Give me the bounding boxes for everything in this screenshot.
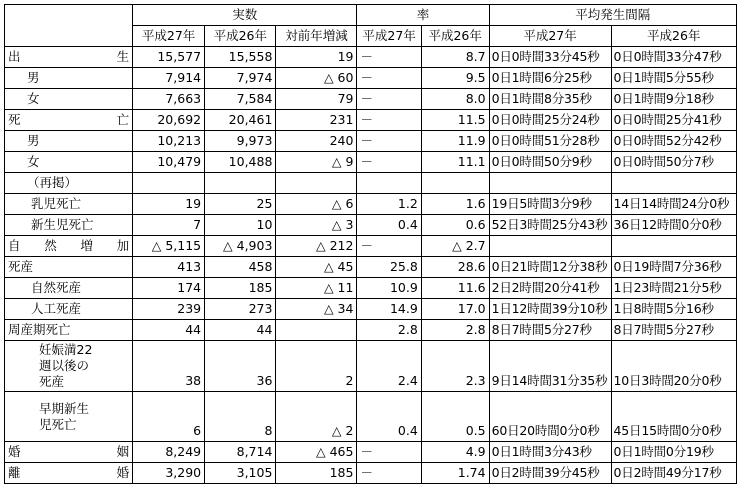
cell-change: △ 212 bbox=[276, 236, 357, 257]
cell-jissu-h27: △ 5,115 bbox=[133, 236, 205, 257]
label-char: 加 bbox=[116, 238, 130, 253]
cell-jissu-h26: 185 bbox=[205, 278, 276, 299]
cell-interval-h27: 9日14時間31分35秒 bbox=[489, 341, 611, 392]
row-label-otoko-1 bbox=[5, 68, 133, 89]
cell-jissu-h27 bbox=[133, 173, 205, 194]
cell-jissu-h27: 7,663 bbox=[133, 89, 205, 110]
cell-ritsu-h26: 1.74 bbox=[421, 463, 489, 484]
row-label-spread bbox=[8, 463, 129, 483]
cell-interval-h27: 0日0時間33分45秒 bbox=[489, 47, 611, 68]
row-label-text: （再掲） bbox=[27, 175, 78, 190]
cell-ritsu-h26: 11.1 bbox=[421, 152, 489, 173]
header-ritsu: 率 bbox=[357, 5, 489, 26]
table-row-otoko-1 bbox=[5, 68, 737, 89]
table-row-shizan bbox=[5, 257, 737, 278]
table-row-shussei bbox=[5, 47, 737, 68]
cell-interval-h26: 8日7時間5分27秒 bbox=[611, 320, 736, 341]
cell-jissu-h26: 36 bbox=[205, 341, 276, 392]
cell-interval-h27 bbox=[489, 173, 611, 194]
row-label-text: 自然死産 bbox=[31, 280, 82, 295]
cell-ritsu-h27: 1.2 bbox=[357, 194, 421, 215]
label-char: 生 bbox=[116, 49, 130, 64]
cell-ritsu-h27: － bbox=[357, 463, 421, 484]
cell-interval-h27: 0日0時間51分28秒 bbox=[489, 131, 611, 152]
cell-jissu-h26: 20,461 bbox=[205, 110, 276, 131]
row-label-ninshin-22 bbox=[5, 341, 133, 392]
cell-interval-h26: 0日1時間5分55秒 bbox=[611, 68, 736, 89]
cell-interval-h27: 0日1時間3分43秒 bbox=[489, 442, 611, 463]
row-label-text: 死産 bbox=[8, 259, 34, 274]
row-label-spread bbox=[8, 236, 129, 256]
cell-jissu-h26: 9,973 bbox=[205, 131, 276, 152]
cell-jissu-h26: 10,488 bbox=[205, 152, 276, 173]
cell-jissu-h26: 7,584 bbox=[205, 89, 276, 110]
row-label-souki-shinseiji bbox=[5, 392, 133, 442]
row-label-text: 女 bbox=[27, 154, 40, 169]
cell-jissu-h27: 15,577 bbox=[133, 47, 205, 68]
table-row-ninshin-22 bbox=[5, 341, 737, 392]
cell-interval-h26: 0日2時間49分17秒 bbox=[611, 463, 736, 484]
cell-jissu-h27: 44 bbox=[133, 320, 205, 341]
row-label-text: 妊娠満22週以後の死産 bbox=[39, 342, 93, 389]
cell-change: 231 bbox=[276, 110, 357, 131]
cell-interval-h26: 0日1時間9分18秒 bbox=[611, 89, 736, 110]
cell-jissu-h27: 6 bbox=[133, 392, 205, 442]
cell-jissu-h26: 44 bbox=[205, 320, 276, 341]
cell-interval-h26: 0日0時間52分42秒 bbox=[611, 131, 736, 152]
header-interval: 平均発生間隔 bbox=[489, 5, 736, 26]
cell-jissu-h26: 273 bbox=[205, 299, 276, 320]
cell-jissu-h26: 458 bbox=[205, 257, 276, 278]
label-char: 自 bbox=[8, 238, 21, 253]
cell-jissu-h27: 8,249 bbox=[133, 442, 205, 463]
cell-jissu-h27: 413 bbox=[133, 257, 205, 278]
cell-interval-h27: 0日0時間25分24秒 bbox=[489, 110, 611, 131]
table-row-shizen-shizan bbox=[5, 278, 737, 299]
cell-jissu-h27: 239 bbox=[133, 299, 205, 320]
cell-ritsu-h27: － bbox=[357, 152, 421, 173]
label-char: 然 bbox=[44, 238, 57, 253]
cell-interval-h26: 36日12時間0分0秒 bbox=[611, 215, 736, 236]
row-label-saikei bbox=[5, 173, 133, 194]
cell-interval-h27 bbox=[489, 236, 611, 257]
row-label-text: 乳児死亡 bbox=[31, 196, 82, 211]
row-label-nyuji-shibou bbox=[5, 194, 133, 215]
cell-jissu-h26: 25 bbox=[205, 194, 276, 215]
table-row-otoko-2 bbox=[5, 131, 737, 152]
cell-interval-h27: 0日1時間8分35秒 bbox=[489, 89, 611, 110]
cell-ritsu-h27: － bbox=[357, 68, 421, 89]
cell-ritsu-h26 bbox=[421, 173, 489, 194]
row-label-text: 人工死産 bbox=[31, 301, 82, 316]
cell-jissu-h26 bbox=[205, 173, 276, 194]
cell-interval-h26: 0日19時間7分36秒 bbox=[611, 257, 736, 278]
cell-interval-h27: 8日7時間5分27秒 bbox=[489, 320, 611, 341]
header-interval-h26: 平成26年 bbox=[611, 26, 736, 47]
cell-interval-h27: 52日3時間25分43秒 bbox=[489, 215, 611, 236]
row-label-shizen-shizan bbox=[5, 278, 133, 299]
cell-interval-h27: 0日0時間50分9秒 bbox=[489, 152, 611, 173]
cell-ritsu-h27: 0.4 bbox=[357, 392, 421, 442]
row-label-shizen-zouka bbox=[5, 236, 133, 257]
cell-change: △ 9 bbox=[276, 152, 357, 173]
label-char: 姻 bbox=[116, 444, 130, 459]
cell-interval-h27: 1日12時間39分10秒 bbox=[489, 299, 611, 320]
table-row-shusanki-shibou bbox=[5, 320, 737, 341]
header-row-1 bbox=[5, 5, 737, 26]
row-label-onna-2 bbox=[5, 152, 133, 173]
cell-change: △ 60 bbox=[276, 68, 357, 89]
table-row-souki-shinseiji bbox=[5, 392, 737, 442]
row-label-otoko-2 bbox=[5, 131, 133, 152]
label-char: 出 bbox=[8, 49, 21, 64]
cell-interval-h26: 14日14時間24分0秒 bbox=[611, 194, 736, 215]
header-ritsu-h27: 平成27年 bbox=[357, 26, 421, 47]
cell-interval-h27: 0日2時間39分45秒 bbox=[489, 463, 611, 484]
cell-ritsu-h27: 14.9 bbox=[357, 299, 421, 320]
row-label-spread bbox=[8, 442, 129, 462]
row-label-text: 女 bbox=[27, 91, 40, 106]
row-label-text: 新生児死亡 bbox=[31, 217, 94, 232]
cell-ritsu-h27: － bbox=[357, 47, 421, 68]
cell-interval-h27: 0日21時間12分38秒 bbox=[489, 257, 611, 278]
cell-ritsu-h27: 2.4 bbox=[357, 341, 421, 392]
header-jissu-h27: 平成27年 bbox=[133, 26, 205, 47]
cell-change: △ 465 bbox=[276, 442, 357, 463]
row-label-spread bbox=[8, 110, 129, 130]
cell-ritsu-h26: 2.8 bbox=[421, 320, 489, 341]
header-interval-h27: 平成27年 bbox=[489, 26, 611, 47]
cell-ritsu-h26: 28.6 bbox=[421, 257, 489, 278]
cell-interval-h27: 2日2時間20分41秒 bbox=[489, 278, 611, 299]
cell-change: △ 6 bbox=[276, 194, 357, 215]
cell-change: △ 11 bbox=[276, 278, 357, 299]
cell-ritsu-h26: 8.7 bbox=[421, 47, 489, 68]
cell-jissu-h27: 7,914 bbox=[133, 68, 205, 89]
cell-change bbox=[276, 173, 357, 194]
cell-ritsu-h27: － bbox=[357, 110, 421, 131]
row-label-shinseiji-shibou bbox=[5, 215, 133, 236]
vital-statistics-table bbox=[4, 4, 737, 484]
cell-ritsu-h27: － bbox=[357, 89, 421, 110]
cell-interval-h26: 0日0時間33分47秒 bbox=[611, 47, 736, 68]
cell-ritsu-h26: 11.6 bbox=[421, 278, 489, 299]
header-change: 対前年増減 bbox=[276, 26, 357, 47]
label-char: 婚 bbox=[8, 444, 21, 459]
row-label-shusanki-shibou bbox=[5, 320, 133, 341]
cell-ritsu-h27: 25.8 bbox=[357, 257, 421, 278]
cell-interval-h26: 1日23時間21分5秒 bbox=[611, 278, 736, 299]
cell-change: 185 bbox=[276, 463, 357, 484]
cell-jissu-h26: 15,558 bbox=[205, 47, 276, 68]
cell-change: △ 34 bbox=[276, 299, 357, 320]
cell-jissu-h27: 10,479 bbox=[133, 152, 205, 173]
cell-interval-h26: 45日15時間0分0秒 bbox=[611, 392, 736, 442]
cell-interval-h26: 0日0時間50分7秒 bbox=[611, 152, 736, 173]
row-label-onna-1 bbox=[5, 89, 133, 110]
cell-ritsu-h26: 11.9 bbox=[421, 131, 489, 152]
cell-change: △ 45 bbox=[276, 257, 357, 278]
header-jissu-h26: 平成26年 bbox=[205, 26, 276, 47]
table-row-jinkou-shizan bbox=[5, 299, 737, 320]
cell-jissu-h27: 38 bbox=[133, 341, 205, 392]
cell-jissu-h26: 8 bbox=[205, 392, 276, 442]
cell-ritsu-h26: 0.5 bbox=[421, 392, 489, 442]
row-label-jinkou-shizan bbox=[5, 299, 133, 320]
cell-ritsu-h27: － bbox=[357, 236, 421, 257]
cell-interval-h26 bbox=[611, 173, 736, 194]
cell-jissu-h26: 7,974 bbox=[205, 68, 276, 89]
cell-ritsu-h27: 2.8 bbox=[357, 320, 421, 341]
cell-jissu-h26: 3,105 bbox=[205, 463, 276, 484]
table-row-kon-in bbox=[5, 442, 737, 463]
cell-ritsu-h26: 11.5 bbox=[421, 110, 489, 131]
cell-ritsu-h27: － bbox=[357, 442, 421, 463]
cell-change: 79 bbox=[276, 89, 357, 110]
cell-interval-h26 bbox=[611, 236, 736, 257]
cell-ritsu-h26: 17.0 bbox=[421, 299, 489, 320]
cell-interval-h27: 0日1時間6分25秒 bbox=[489, 68, 611, 89]
table-row-rikon bbox=[5, 463, 737, 484]
label-char: 離 bbox=[8, 465, 21, 480]
cell-jissu-h27: 7 bbox=[133, 215, 205, 236]
cell-ritsu-h26: 8.0 bbox=[421, 89, 489, 110]
cell-jissu-h27: 3,290 bbox=[133, 463, 205, 484]
table-row-onna-2 bbox=[5, 152, 737, 173]
row-label-kon-in bbox=[5, 442, 133, 463]
row-label-shibou bbox=[5, 110, 133, 131]
label-char: 亡 bbox=[116, 112, 130, 127]
cell-jissu-h26: 10 bbox=[205, 215, 276, 236]
header-jissu: 実数 bbox=[133, 5, 357, 26]
cell-jissu-h27: 174 bbox=[133, 278, 205, 299]
label-char: 増 bbox=[80, 238, 93, 253]
cell-change bbox=[276, 320, 357, 341]
cell-ritsu-h26: 0.6 bbox=[421, 215, 489, 236]
cell-ritsu-h26: 4.9 bbox=[421, 442, 489, 463]
row-label-shussei bbox=[5, 47, 133, 68]
cell-interval-h27: 19日5時間3分9秒 bbox=[489, 194, 611, 215]
table-row-saikei bbox=[5, 173, 737, 194]
cell-interval-h26: 1日8時間5分16秒 bbox=[611, 299, 736, 320]
cell-ritsu-h26: △ 2.7 bbox=[421, 236, 489, 257]
cell-ritsu-h27 bbox=[357, 173, 421, 194]
cell-ritsu-h27: 0.4 bbox=[357, 215, 421, 236]
cell-ritsu-h27: 10.9 bbox=[357, 278, 421, 299]
header-ritsu-h26: 平成26年 bbox=[421, 26, 489, 47]
cell-ritsu-h26: 2.3 bbox=[421, 341, 489, 392]
cell-ritsu-h26: 1.6 bbox=[421, 194, 489, 215]
row-label-text: 周産期死亡 bbox=[8, 322, 71, 337]
row-label-text: 男 bbox=[27, 70, 40, 85]
cell-change: 19 bbox=[276, 47, 357, 68]
table-row-onna-1 bbox=[5, 89, 737, 110]
table-row-shizen-zouka bbox=[5, 236, 737, 257]
table-row-shibou bbox=[5, 110, 737, 131]
label-char: 死 bbox=[8, 112, 21, 127]
cell-change: 240 bbox=[276, 131, 357, 152]
cell-change: 2 bbox=[276, 341, 357, 392]
cell-interval-h27: 60日20時間0分0秒 bbox=[489, 392, 611, 442]
cell-jissu-h27: 20,692 bbox=[133, 110, 205, 131]
row-label-shizan bbox=[5, 257, 133, 278]
cell-jissu-h27: 10,213 bbox=[133, 131, 205, 152]
table-row-nyuji-shibou bbox=[5, 194, 737, 215]
cell-interval-h26: 0日1時間0分19秒 bbox=[611, 442, 736, 463]
row-label-spread bbox=[8, 47, 129, 67]
row-label-text: 早期新生児死亡 bbox=[39, 400, 90, 432]
cell-jissu-h26: △ 4,903 bbox=[205, 236, 276, 257]
cell-interval-h26: 10日3時間20分0秒 bbox=[611, 341, 736, 392]
cell-jissu-h27: 19 bbox=[133, 194, 205, 215]
table-row-shinseiji-shibou bbox=[5, 215, 737, 236]
cell-ritsu-h27: － bbox=[357, 131, 421, 152]
cell-ritsu-h26: 9.5 bbox=[421, 68, 489, 89]
cell-change: △ 3 bbox=[276, 215, 357, 236]
cell-change: △ 2 bbox=[276, 392, 357, 442]
row-label-rikon bbox=[5, 463, 133, 484]
corner-cell bbox=[5, 5, 133, 47]
label-char: 婚 bbox=[116, 465, 130, 480]
cell-jissu-h26: 8,714 bbox=[205, 442, 276, 463]
cell-interval-h26: 0日0時間25分41秒 bbox=[611, 110, 736, 131]
row-label-text: 男 bbox=[27, 133, 40, 148]
